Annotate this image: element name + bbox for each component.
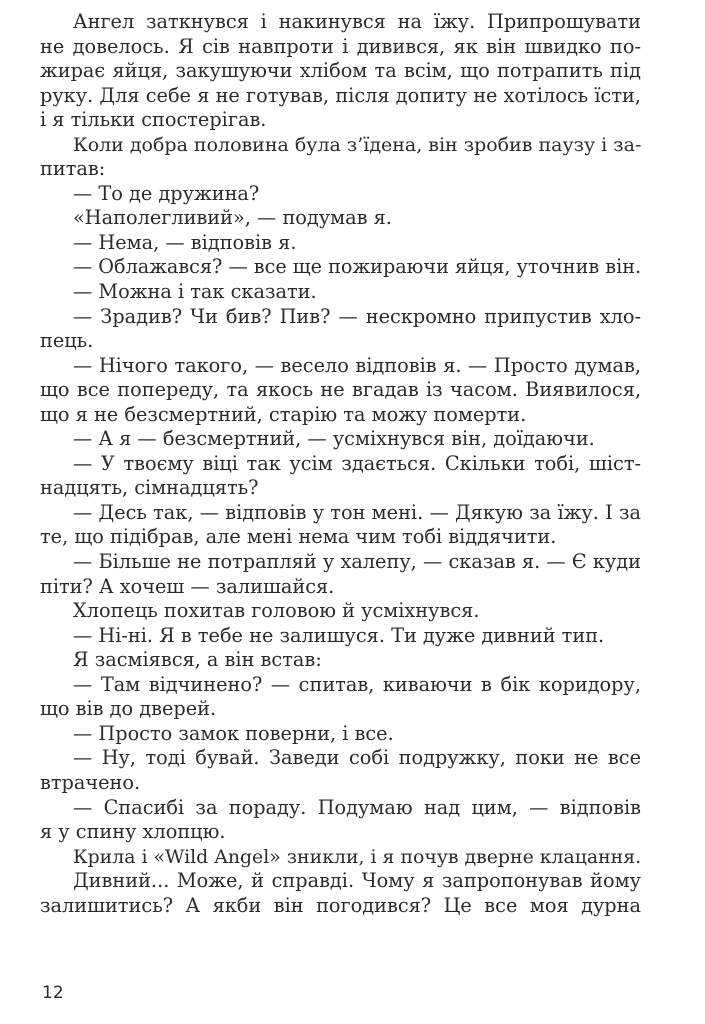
text-line: — Просто замок поверни, і все. bbox=[73, 721, 394, 745]
text-line: втрачено. bbox=[40, 770, 141, 794]
text-line: пець. bbox=[40, 329, 94, 353]
text-line: — Можна і так сказати. bbox=[73, 280, 317, 304]
text-line: піти? А хочеш — залишайся. bbox=[40, 574, 335, 598]
text-line: Коли добра половина була з’їдена, він зробив паузу і за- bbox=[73, 133, 642, 156]
text-line: питав: bbox=[40, 157, 106, 181]
text-line: — Там відчинено? — спитав, киваючи в бік коридору, bbox=[73, 672, 641, 696]
text-line: надцять, сімнадцять? bbox=[40, 476, 259, 500]
text-line: — У твоєму віці так усім здається. Скільки тобі, шіст- bbox=[73, 451, 641, 475]
text-line: жирає яйця, закушуючи хлібом та всім, що потрапить під bbox=[40, 59, 641, 83]
text-line: що вів до дверей. bbox=[40, 697, 217, 721]
text-line: Дивний... Може, й справді. Чому я запропонував йому bbox=[73, 869, 641, 893]
text-line: — Десь так, — відповів у тон мені. — Дякую за їжу. І за bbox=[73, 500, 641, 524]
text-line: руку. Для себе я не готував, після допиту не хотілось їсти, bbox=[40, 83, 641, 107]
text-line: Крила і «Wild Angel» зникли, і я почув дверне клацання. bbox=[73, 845, 642, 868]
text-line: — Спасибі за пораду. Подумаю над цим, — відповів bbox=[73, 795, 641, 819]
text-line: — А я — безсмертний, — усміхнувся він, доїдаючи. bbox=[73, 427, 595, 451]
text-line: що я не безсмертний, старію та можу померти. bbox=[40, 402, 527, 426]
text-line: — Облажався? — все ще пожираючи яйця, уточнив він. bbox=[73, 255, 642, 279]
page-number: 12 bbox=[42, 983, 64, 1003]
text-line: «Наполегливий», — подумав я. bbox=[73, 206, 392, 230]
text-line: Хлопець похитав головою й усміхнувся. bbox=[73, 599, 480, 623]
text-line: — Зрадив? Чи бив? Пив? — нескромно припустив хло- bbox=[73, 304, 641, 328]
text-line: — Ні-ні. Я в тебе не залишуся. Ти дуже дивний тип. bbox=[73, 623, 605, 647]
text-line: Я засміявся, а він встав: bbox=[73, 648, 322, 672]
text-line: те, що підібрав, але мені нема чим тобі віддячити. bbox=[40, 525, 557, 549]
text-line: залишитись? А якби він погодився? Це все моя дурна bbox=[40, 893, 641, 917]
page-body-text bbox=[40, 10, 641, 918]
text-line: і я тільки спостерігав. bbox=[40, 108, 267, 132]
text-line: — Нічого такого, — весело відповів я. — Просто думав, bbox=[73, 353, 641, 377]
text-line: Ангел заткнувся і накинувся на їжу. Припрошувати bbox=[73, 10, 641, 33]
text-line: — Більше не потрапляй у халепу, — сказав я. — Є куди bbox=[73, 550, 641, 574]
text-line: — То де дружина? bbox=[73, 181, 260, 205]
text-line: — Ну, тоді бувай. Заведи собі подружку, поки не все bbox=[73, 746, 641, 770]
text-line: я у спину хлопцю. bbox=[40, 820, 226, 844]
text-line: — Нема, — відповів я. bbox=[73, 230, 297, 254]
text-line: що все попереду, та якось не вгадав із часом. Виявилося, bbox=[40, 378, 641, 402]
text-line: не довелось. Я сів навпроти і дивився, як він швидко по- bbox=[40, 34, 641, 58]
